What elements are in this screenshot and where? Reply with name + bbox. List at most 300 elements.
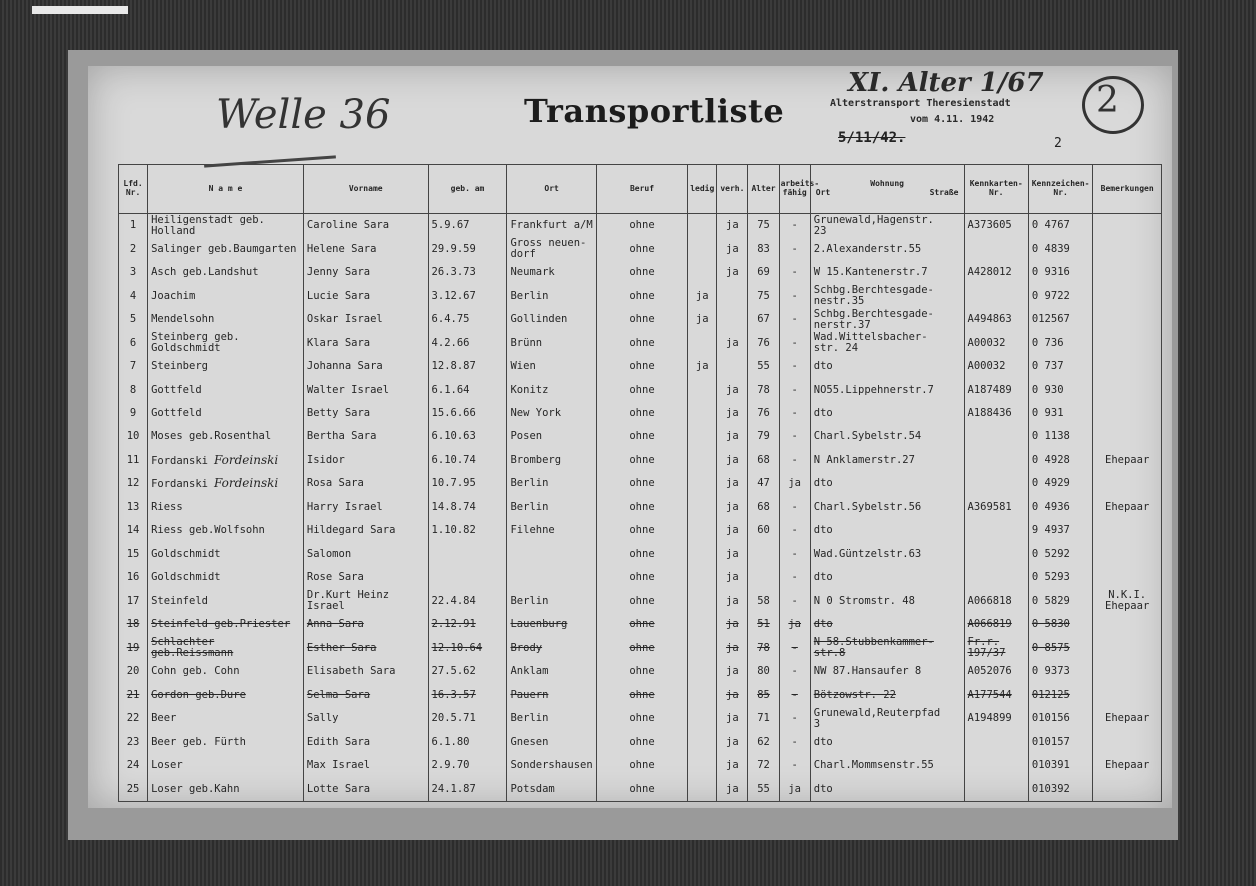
cell-nr-text: 12 [126, 477, 140, 490]
cell-arbeits-text: - [791, 735, 798, 748]
cell-ledig [688, 449, 717, 472]
cell-wohnung-text: dto [813, 477, 833, 490]
cell-ort [507, 543, 596, 566]
cell-wohnung [810, 472, 964, 495]
cell-kennkarte [964, 284, 1028, 307]
cell-name [148, 566, 304, 589]
cell-arbeits [779, 707, 810, 730]
cell-beruf [596, 284, 687, 307]
cell-bemerkung [1093, 707, 1162, 730]
cell-bemerkung [1093, 777, 1162, 801]
cell-nr [119, 730, 148, 753]
cell-bemerkung [1093, 402, 1162, 425]
cell-bemerkung [1093, 730, 1162, 753]
cell-kennkarte [964, 425, 1028, 448]
cell-geb [428, 636, 507, 659]
cell-arbeits [779, 378, 810, 401]
cell-geb-text: 26.3.73 [431, 266, 476, 279]
cell-ledig [688, 590, 717, 613]
cell-wohnung [810, 308, 964, 331]
cell-beruf-text: ohne [629, 712, 655, 725]
cell-vorname [303, 519, 428, 542]
cell-vorname-text: Klara Sara [306, 336, 371, 349]
cell-wohnung [810, 613, 964, 636]
cell-ort-text: Posen [510, 430, 543, 443]
table-row [119, 425, 1162, 448]
table-row [119, 261, 1162, 284]
cell-wohnung [810, 378, 964, 401]
cell-bemerkung [1093, 683, 1162, 706]
cell-arbeits-text: - [791, 336, 798, 349]
cell-arbeits [779, 284, 810, 307]
cell-kennzeichen [1028, 472, 1092, 495]
cell-ledig [688, 402, 717, 425]
cell-verh-text: ja [726, 547, 739, 560]
cell-arbeits-text: - [791, 594, 798, 607]
wohnung-strasse-label: Straße [929, 188, 959, 197]
cell-alter-text: 60 [757, 524, 770, 537]
cell-alter [748, 449, 779, 472]
cell-name [148, 519, 304, 542]
cell-wohnung [810, 660, 964, 683]
cell-verh [717, 238, 748, 261]
cell-ort [507, 636, 596, 659]
cell-arbeits [779, 425, 810, 448]
cell-kennkarte-text: A00032 [967, 360, 1006, 373]
cell-nr [119, 590, 148, 613]
cell-wohnung [810, 238, 964, 261]
cell-geb [428, 425, 507, 448]
cell-geb [428, 613, 507, 636]
cell-arbeits-text: ja [788, 618, 802, 631]
cell-wohnung [810, 284, 964, 307]
cell-name-text: Beer geb. Fürth [151, 735, 246, 748]
cell-kennzeichen [1028, 636, 1092, 659]
cell-bemerkung [1093, 636, 1162, 659]
cell-alter [748, 284, 779, 307]
handwritten-annotation: XI. Alter 1/67 [848, 68, 1044, 98]
cell-nr [119, 378, 148, 401]
cell-nr-text: 14 [126, 524, 140, 537]
cell-geb [428, 730, 507, 753]
cell-ort-text: Potsdam [510, 782, 555, 795]
cell-alter [748, 636, 779, 659]
col-header-wohnung [810, 165, 964, 214]
cell-alter-text: 78 [757, 383, 770, 396]
cell-vorname [303, 331, 428, 354]
cell-nr-text: 11 [126, 453, 140, 466]
cell-geb [428, 519, 507, 542]
cell-verh-text: ja [726, 641, 739, 654]
cell-verh [717, 590, 748, 613]
cell-wohnung-text: N 58.Stubbenkammer- str.8 [813, 636, 934, 660]
cell-name-text: Fordanski [151, 478, 208, 491]
cell-ort [507, 378, 596, 401]
cell-vorname [303, 613, 428, 636]
cell-name-text: Asch geb.Landshut [151, 266, 259, 279]
cell-nr [119, 238, 148, 261]
cell-wohnung-text: dto [813, 524, 833, 537]
cell-kennzeichen-text: 0 4929 [1031, 477, 1070, 490]
cell-nr [119, 707, 148, 730]
cell-nr-text: 8 [129, 383, 137, 396]
cell-verh [717, 636, 748, 659]
cell-kennkarte [964, 378, 1028, 401]
cell-beruf-text: ohne [629, 360, 655, 373]
cell-vorname-text: Johanna Sara [306, 360, 383, 373]
cell-kennkarte [964, 754, 1028, 777]
cell-arbeits [779, 238, 810, 261]
cell-ort-text: Berlin [510, 594, 549, 607]
cell-ledig [688, 777, 717, 801]
cell-ort-text: Gross neuen- dorf [510, 237, 587, 261]
cell-vorname-text: Rose Sara [306, 571, 364, 584]
cell-ort [507, 355, 596, 378]
cell-arbeits [779, 472, 810, 495]
cell-verh-text: ja [726, 688, 739, 701]
cell-kennkarte [964, 777, 1028, 801]
cell-vorname-text: Betty Sara [306, 407, 371, 419]
cell-alter [748, 331, 779, 354]
cell-vorname [303, 425, 428, 448]
cell-kennzeichen-text: 0 4839 [1031, 242, 1070, 255]
cell-vorname-text: Helene Sara [306, 242, 377, 255]
col-header-kennkarten: Kennkarten- Nr. [964, 165, 1028, 214]
table-row [119, 519, 1162, 542]
cell-alter [748, 566, 779, 589]
col-header-ort: Ort [507, 165, 596, 214]
cell-arbeits [779, 730, 810, 753]
cell-name-text: Cohn geb. Cohn [151, 665, 240, 678]
cell-beruf-text: ohne [629, 571, 655, 584]
cell-vorname [303, 683, 428, 706]
cell-ledig [688, 683, 717, 706]
cell-beruf-text: ohne [629, 547, 655, 560]
cell-alter [748, 308, 779, 331]
cell-nr [119, 660, 148, 683]
cell-beruf [596, 425, 687, 448]
cell-beruf-text: ohne [629, 500, 655, 513]
cell-verh-text: ja [726, 735, 739, 748]
cell-arbeits-text: - [791, 712, 798, 725]
cell-vorname-text: Salomon [306, 547, 352, 560]
cell-wohnung [810, 496, 964, 519]
cell-arbeits [779, 543, 810, 566]
cell-verh [717, 566, 748, 589]
cell-nr [119, 214, 148, 238]
cell-beruf [596, 636, 687, 659]
col-header-arbeits: arbeits- fähig [779, 165, 810, 214]
cell-geb-text: 6.10.63 [431, 430, 476, 443]
cell-nr-text: 3 [129, 266, 137, 279]
cell-vorname-text: Isidor [306, 453, 345, 466]
cell-ort-text: Brünn [510, 336, 543, 349]
cell-kennzeichen [1028, 331, 1092, 354]
cell-ort-text: Sondershausen [510, 759, 593, 772]
cell-wohnung-text: Bötzowstr. 22 [813, 688, 896, 701]
table-row [119, 777, 1162, 801]
cell-name-text: Goldschmidt [151, 571, 221, 584]
table-body [119, 214, 1162, 802]
cell-nr-text: 19 [126, 641, 140, 654]
cell-wohnung-text: N 0 Stromstr. 48 [813, 594, 915, 607]
cell-bemerkung [1093, 519, 1162, 542]
cell-ledig [688, 566, 717, 589]
cell-beruf [596, 590, 687, 613]
cell-kennkarte-text: A428012 [967, 266, 1012, 279]
cell-geb-text: 5.9.67 [431, 219, 470, 232]
cell-bemerkung [1093, 613, 1162, 636]
cell-name-text: Fordanski [151, 454, 208, 467]
cell-nr-text: 25 [126, 782, 140, 795]
cell-verh [717, 402, 748, 425]
cell-alter-text: 55 [757, 782, 770, 795]
cell-beruf-text: ohne [629, 219, 655, 232]
cell-bemerkung-text: Ehepaar [1105, 712, 1150, 725]
cell-alter-text: 80 [757, 665, 770, 678]
cell-beruf [596, 566, 687, 589]
cell-ledig [688, 425, 717, 448]
cell-geb [428, 754, 507, 777]
cell-verh-text: ja [726, 759, 739, 772]
table-row [119, 238, 1162, 261]
cell-kennkarte-text: A373605 [967, 219, 1012, 232]
cell-kennkarte [964, 519, 1028, 542]
cell-beruf-text: ohne [629, 407, 655, 419]
cell-beruf [596, 613, 687, 636]
cell-wohnung-text: Charl.Mommsenstr.55 [813, 759, 934, 772]
cell-verh [717, 355, 748, 378]
cell-alter-text: 85 [757, 688, 770, 701]
cell-nr-text: 16 [126, 571, 140, 584]
cell-name [148, 683, 304, 706]
cell-vorname-text: Elisabeth Sara [306, 665, 396, 678]
cell-geb-text: 1.10.82 [431, 524, 476, 537]
cell-vorname-text: Sally [306, 712, 339, 725]
cell-vorname-text: Anna Sara [306, 618, 364, 631]
handwritten-label: Welle 36 [216, 92, 391, 138]
cell-alter-text: 51 [757, 618, 770, 631]
cell-bemerkung [1093, 308, 1162, 331]
table-row [119, 590, 1162, 613]
wohnung-title: Wohnung [870, 179, 904, 189]
cell-kennzeichen [1028, 543, 1092, 566]
cell-verh [717, 777, 748, 801]
cell-name-text: Loser geb.Kahn [151, 782, 240, 795]
scan-edge-marker [32, 6, 128, 14]
cell-arbeits [779, 355, 810, 378]
cell-nr [119, 613, 148, 636]
cell-bemerkung [1093, 214, 1162, 238]
cell-arbeits-text: - [791, 266, 798, 279]
cell-nr-text: 13 [126, 500, 140, 513]
cell-arbeits-text: - [791, 524, 798, 537]
cell-vorname-text: Walter Israel [306, 383, 390, 396]
cell-kennzeichen [1028, 613, 1092, 636]
cell-wohnung-text: Charl.Sybelstr.54 [813, 430, 922, 443]
cell-verh-text: ja [726, 336, 739, 349]
cell-kennkarte [964, 308, 1028, 331]
cell-beruf-text: ohne [629, 266, 655, 279]
cell-bemerkung [1093, 496, 1162, 519]
cell-alter [748, 707, 779, 730]
cell-nr-text: 6 [129, 336, 137, 349]
cell-bemerkung-text: Ehepaar [1105, 759, 1150, 772]
cell-alter-text: 78 [757, 641, 770, 654]
cell-name [148, 707, 304, 730]
cell-arbeits-text: - [791, 430, 798, 443]
cell-beruf-text: ohne [629, 618, 655, 631]
cell-name [148, 590, 304, 613]
cell-verh-text: ja [726, 618, 739, 631]
cell-alter [748, 754, 779, 777]
cell-kennzeichen-text: 0 5293 [1031, 571, 1070, 584]
cell-ort [507, 754, 596, 777]
cell-geb-text: 6.4.75 [431, 313, 470, 326]
cell-bemerkung-text: Ehepaar [1105, 500, 1150, 513]
cell-wohnung [810, 331, 964, 354]
cell-vorname [303, 238, 428, 261]
cell-verh-text: ja [726, 712, 739, 725]
cell-verh [717, 378, 748, 401]
cell-kennkarte [964, 636, 1028, 659]
cell-wohnung [810, 590, 964, 613]
cell-nr [119, 308, 148, 331]
cell-name-text: Heiligenstadt geb. Holland [151, 213, 265, 237]
cell-kennkarte [964, 355, 1028, 378]
cell-arbeits [779, 590, 810, 613]
cell-verh [717, 707, 748, 730]
page-number: 2 [1054, 136, 1062, 151]
cell-wohnung-text: dto [813, 618, 833, 631]
cell-vorname [303, 261, 428, 284]
cell-beruf-text: ohne [629, 477, 655, 490]
cell-vorname [303, 707, 428, 730]
cell-geb [428, 683, 507, 706]
cell-arbeits [779, 613, 810, 636]
cell-kennkarte [964, 261, 1028, 284]
cell-name [148, 777, 304, 801]
cell-name [148, 449, 304, 472]
cell-arbeits-text: - [791, 219, 798, 232]
cell-nr [119, 636, 148, 659]
cell-arbeits [779, 214, 810, 238]
col-header-ledig: ledig [688, 165, 717, 214]
cell-kennkarte [964, 449, 1028, 472]
cell-name [148, 378, 304, 401]
cell-name-text: Gordon geb.Dure [151, 688, 246, 701]
cell-kennzeichen [1028, 425, 1092, 448]
cell-ort [507, 660, 596, 683]
table-row [119, 543, 1162, 566]
cell-ort [507, 472, 596, 495]
cell-name [148, 636, 304, 659]
table-row [119, 496, 1162, 519]
cell-kennzeichen [1028, 683, 1092, 706]
cell-geb [428, 566, 507, 589]
cell-arbeits [779, 754, 810, 777]
cell-ledig [688, 214, 717, 238]
cell-geb-text: 6.1.80 [431, 735, 470, 748]
cell-kennzeichen [1028, 519, 1092, 542]
transport-table [118, 164, 1162, 802]
cell-wohnung [810, 707, 964, 730]
cell-alter-text: 47 [757, 477, 770, 490]
cell-kennzeichen [1028, 496, 1092, 519]
cell-ledig [688, 707, 717, 730]
cell-kennkarte-text: A066819 [967, 618, 1012, 631]
cell-geb-text: 29.9.59 [431, 242, 476, 255]
cell-arbeits [779, 449, 810, 472]
cell-kennzeichen-text: 9 4937 [1031, 524, 1070, 537]
cell-geb-text: 12.10.64 [431, 641, 483, 654]
cell-ledig [688, 519, 717, 542]
cell-kennkarte [964, 613, 1028, 636]
cell-ort [507, 566, 596, 589]
col-header-verh: verh. [717, 165, 748, 214]
cell-name-text: Goldschmidt [151, 547, 221, 560]
cell-geb [428, 261, 507, 284]
cell-wohnung-text: dto [813, 782, 833, 795]
cell-kennkarte-text: A052076 [967, 665, 1012, 678]
cell-beruf [596, 543, 687, 566]
cell-kennkarte [964, 683, 1028, 706]
table-row [119, 355, 1162, 378]
cell-ledig [688, 331, 717, 354]
cell-kennkarte [964, 472, 1028, 495]
cell-beruf [596, 331, 687, 354]
cell-geb-text: 24.1.87 [431, 782, 476, 795]
cell-kennzeichen-text: 0 5292 [1031, 547, 1070, 560]
cell-alter [748, 730, 779, 753]
cell-name-text: Moses geb.Rosenthal [151, 430, 272, 443]
cell-vorname-text: Dr.Kurt Heinz Israel [306, 589, 390, 613]
cell-kennzeichen-text: 012125 [1031, 688, 1070, 701]
cell-alter-text: 75 [757, 219, 770, 232]
cell-ort-text: Anklam [510, 665, 549, 678]
cell-beruf [596, 214, 687, 238]
cell-alter [748, 496, 779, 519]
cell-ort [507, 730, 596, 753]
cell-nr [119, 261, 148, 284]
cell-ort-text: Wien [510, 360, 536, 373]
cell-beruf-text: ohne [629, 383, 655, 396]
cell-verh [717, 683, 748, 706]
cell-name-text: Salinger geb.Baumgarten [151, 242, 297, 255]
cell-kennkarte [964, 707, 1028, 730]
cell-nr [119, 284, 148, 307]
cell-kennzeichen-text: 0 737 [1031, 360, 1064, 373]
cell-arbeits [779, 566, 810, 589]
cell-alter-text: 76 [757, 336, 770, 349]
cell-geb-text: 3.12.67 [431, 289, 476, 302]
cell-ort [507, 449, 596, 472]
page-title: Transportliste [524, 92, 785, 130]
cell-kennzeichen-text: 0 1138 [1031, 430, 1070, 443]
cell-name [148, 261, 304, 284]
cell-nr-text: 9 [129, 407, 137, 419]
cell-wohnung-text: dto [813, 360, 833, 373]
cell-kennzeichen-text: 0 9373 [1031, 665, 1070, 678]
cell-alter-text: 67 [757, 313, 770, 326]
cell-arbeits [779, 683, 810, 706]
cell-kennkarte [964, 730, 1028, 753]
cell-ort-text: New York [510, 407, 562, 419]
cell-kennkarte [964, 214, 1028, 238]
cell-ledig [688, 472, 717, 495]
cell-geb [428, 331, 507, 354]
cell-arbeits [779, 308, 810, 331]
